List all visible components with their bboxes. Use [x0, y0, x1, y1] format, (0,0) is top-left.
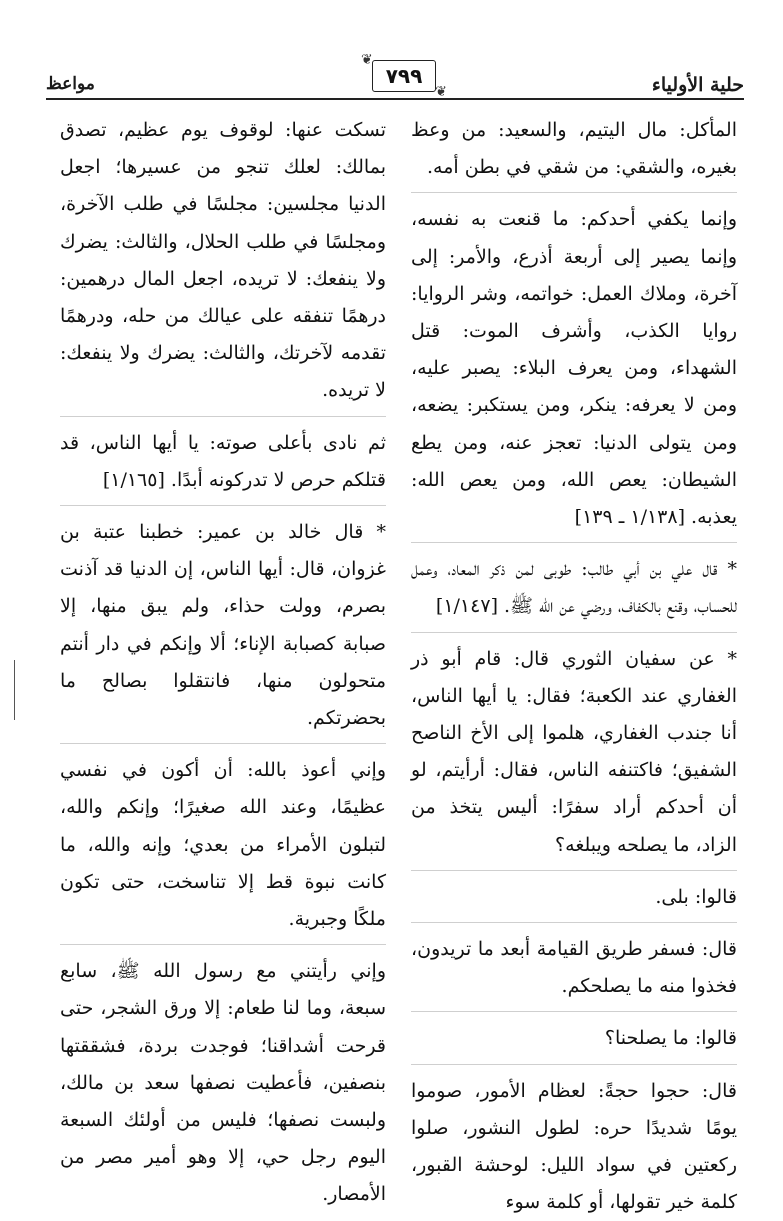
paragraph-divider [60, 944, 386, 945]
left-column [60, 112, 386, 1206]
paragraph: * قال علي بن أبي طالب: طوبى لمن ذكر المعاد، وعمل للحساب، وقنع بالكفاف، ورضي عن الله ﷺ. [١/١٤٧] [411, 558, 737, 618]
margin-mark [14, 660, 15, 720]
paragraph-divider [60, 743, 386, 744]
paragraph: قال: فسفر طريق القيامة أبعد ما تريدون، فخذوا منه ما يصلحكم. [411, 938, 737, 998]
paragraph: قالوا: بلى. [655, 885, 737, 908]
page-header [46, 52, 744, 100]
ornament-icon: ❦ [361, 52, 373, 68]
paragraph: قال: حجوا حجةً: لعظام الأمور، صوموا يومًا شديدًا حره: لطول النشور، صلوا ركعتين في سواد الليل: لوحشة القبور، كلمة خير تقولها، أو كلمة سوء [411, 1079, 737, 1214]
section-title: مواعظ [46, 74, 95, 94]
book-title: حلية الأولياء [651, 74, 744, 96]
page-number [361, 52, 447, 100]
page-number-text: ٧٩٩ [385, 64, 423, 88]
paragraph: المأكل: مال اليتيم، والسعيد: من وعظ بغيره، والشقي: من شقي في بطن أمه. [411, 119, 737, 179]
paragraph-divider [411, 870, 737, 871]
paragraph: وإني أعوذ بالله: أن أكون في نفسي عظيمًا، وعند الله صغيرًا؛ وإنكم والله، لتبلون الأمراء من بعدي؛ وإنه والله، ما كانت نبوة قط إلا تناسخت، حتى تكون ملكًا وجبرية. [60, 759, 386, 931]
paragraph: وإنما يكفي أحدكم: ما قنعت به نفسه، وإنما يصير إلى أربعة أذرع، والأمر: إلى آخرة، وملاك العمل: خواتمه، وشر الروايا: روايا الكذب، وأشرف الموت: قتل الشهداء، ومن يعرف البلاء: يصبر عليه، ومن لا يعرفه: ينكر، ومن يستكبر: يضعه، ومن يتولى الدنيا: تعجز عنه، ومن يطع الشيطان: يعص الله، ومن يعص الله: يعذبه. [١/١٣٨ ـ ١٣٩] [411, 208, 737, 529]
paragraph-divider [60, 416, 386, 417]
ornament-icon: ❦ [435, 84, 447, 100]
paragraph: * قال خالد بن عمير: خطبنا عتبة بن غزوان، قال: أيها الناس، إن الدنيا قد آذنت بصرم، وولت حذاء، ولم يبق منها، إلا صبابة كصبابة الإناء؛ ألا وإنكم في دار أنتم متحولون منها، فانتقلوا بصالح ما بحضرتكم. [60, 521, 386, 730]
paragraph-divider [411, 922, 737, 923]
right-column [411, 112, 737, 1214]
paragraph-divider [411, 632, 737, 633]
paragraph-divider [411, 192, 737, 193]
paragraph-divider [411, 1064, 737, 1065]
paragraph: ثم نادى بأعلى صوته: يا أيها الناس، قد قتلكم حرص لا تدركونه أبدًا. [١/١٦٥] [60, 431, 386, 491]
header-divider [46, 98, 744, 100]
paragraph: تسكت عنها: لوقوف يوم عظيم، تصدق بمالك: لعلك تنجو من عسيرها؛ اجعل الدنيا مجلسين: مجلسًا في طلب الآخرة، ومجلسًا في طلب الحلال، والثالث: يضرك ولا ينفعك: لا تريده، اجعل المال درهمين: درهمًا تنفقه على عيالك من حله، ودرهمًا تقدمه لآخرتك، والثالث: يضرك ولا ينفعك: لا تريده. [60, 119, 386, 402]
paragraph-divider [60, 505, 386, 506]
paragraph-divider [411, 1011, 737, 1012]
paragraph-divider [411, 542, 737, 543]
paragraph: قالوا: ما يصلحنا؟ [604, 1027, 737, 1050]
paragraph: * عن سفيان الثوري قال: قام أبو ذر الغفاري عند الكعبة؛ فقال: يا أيها الناس، أنا جندب الغفاري، هلموا إلى الأخ الناصح الشفيق؛ فاكتنفه الناس، فقال: أرأيتم، لو أن أحدكم أراد سفرًا: أليس يتخذ من الزاد، ما يصلحه ويبلغه؟ [411, 647, 737, 856]
paragraph: وإني رأيتني مع رسول الله ﷺ، سابع سبعة، وما لنا طعام: إلا ورق الشجر، حتى قرحت أشداقنا؛ فوجدت بردة، فشققتها بنصفين، فأعطيت نصفها سعد بن مالك، ولبست نصفها؛ فليس من أولئك السبعة اليوم رجل حي، إلا وهو أمير مصر من الأمصار. [60, 960, 386, 1206]
